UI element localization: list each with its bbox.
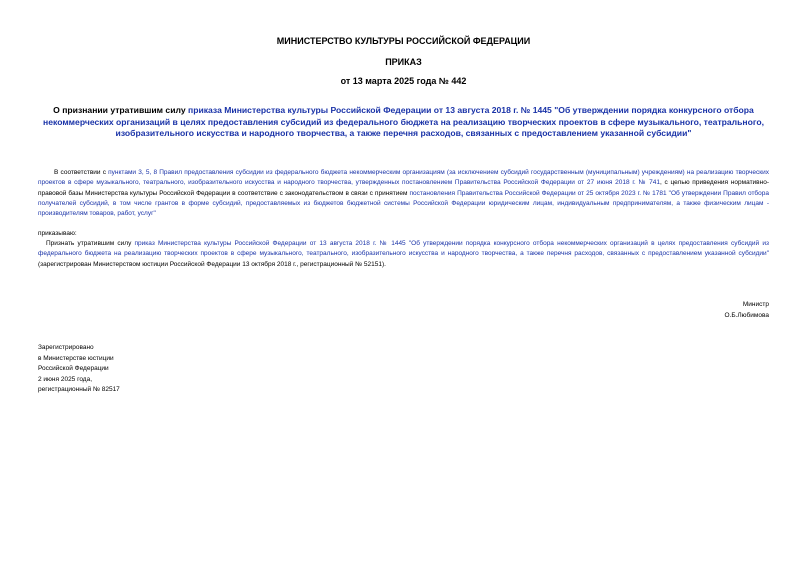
registration-line-2: в Министерстве юстиции	[38, 354, 114, 362]
preamble-link-resolution[interactable]: постановления Правительства Российской Федерации от 25 октября 2023 г. № 1781 "Об утверждении Правил отбора получателей субсидий, в том числе грантов в форме субсидий, предоставляемых из бюджетов бюджетной системы Российской Федерации юридическим лицам, индивидуальным предпринимателям, а также физическим лицам - производителям товаров, работ, услуг"	[38, 189, 769, 218]
preamble-paragraph	[38, 168, 769, 219]
registration-block	[38, 343, 120, 396]
signature-block	[724, 300, 769, 321]
registration-line-4: 2 июня 2025 года,	[38, 375, 93, 383]
order-word: приказываю:	[38, 230, 77, 237]
preamble-text-2: , с целью приведения нормативно-правовой базы Министерства культуры Российской Федерации в соответствие с законодательством в связи с принятием	[38, 179, 769, 197]
document-title	[38, 105, 769, 140]
signature-name: О.Б.Любимова	[724, 311, 769, 319]
order-label: ПРИКАЗ	[385, 57, 422, 67]
registration-line-1: Зарегистрировано	[38, 344, 94, 351]
preamble-text-1: В соответствии с	[54, 169, 109, 176]
preamble-link-rules[interactable]: пунктами 3, 5, 8 Правил предоставления субсидии из федерального бюджета некоммерческим организациям (за исключением субсидий государственным (муниципальным) учреждениям) на реализацию творческих проектов в сфере музыкального, театрального, изобразительного искусства и народного творчества, утвержденных постановлением Правительства Российской Федерации от 27 июня 2018 г. № 741	[38, 169, 769, 187]
registration-line-5: регистрационный № 82517	[38, 386, 120, 393]
title-prefix: О признании утратившим силу	[53, 105, 189, 115]
decision-text-1: Признать утратившим силу	[46, 240, 135, 247]
decision-link-order[interactable]: приказ Министерства культуры Российской Федерации от 13 августа 2018 г. № 1445 "Об утверждении порядка конкурсного отбора некоммерческих организаций в целях предоставления субсидий из федерального бюджета на реализацию творческих проектов в сфере музыкального, театрального, изобразительного искусства и народного творчества, а также перечня расходов, связанных с предоставлением указанной субсидии"	[38, 240, 769, 258]
registration-line-3: Российской Федерации	[38, 365, 109, 372]
ministry-name: МИНИСТЕРСТВО КУЛЬТУРЫ РОССИЙСКОЙ ФЕДЕРАЦИИ	[276, 36, 531, 46]
order-date: от 13 марта 2025 года № 442	[340, 76, 467, 86]
decision-text-2: (зарегистрирован Министерством юстиции Российской Федерации 13 октября 2018 г., регистрационный № 52151).	[38, 260, 386, 268]
title-link[interactable]: приказа Министерства культуры Российской Федерации от 13 августа 2018 г. № 1445 "Об утверждении порядка конкурсного отбора некоммерческих организаций в целях предоставления субсидий из федерального бюджета на реализацию творческих проектов в сфере музыкального, театрального, изобразительного искусства и народного творчества, а также перечня расходов, связанных с предоставлением указанной субсидии"	[43, 105, 764, 138]
signature-position: Министр	[742, 301, 769, 308]
decision-paragraph	[38, 239, 769, 270]
